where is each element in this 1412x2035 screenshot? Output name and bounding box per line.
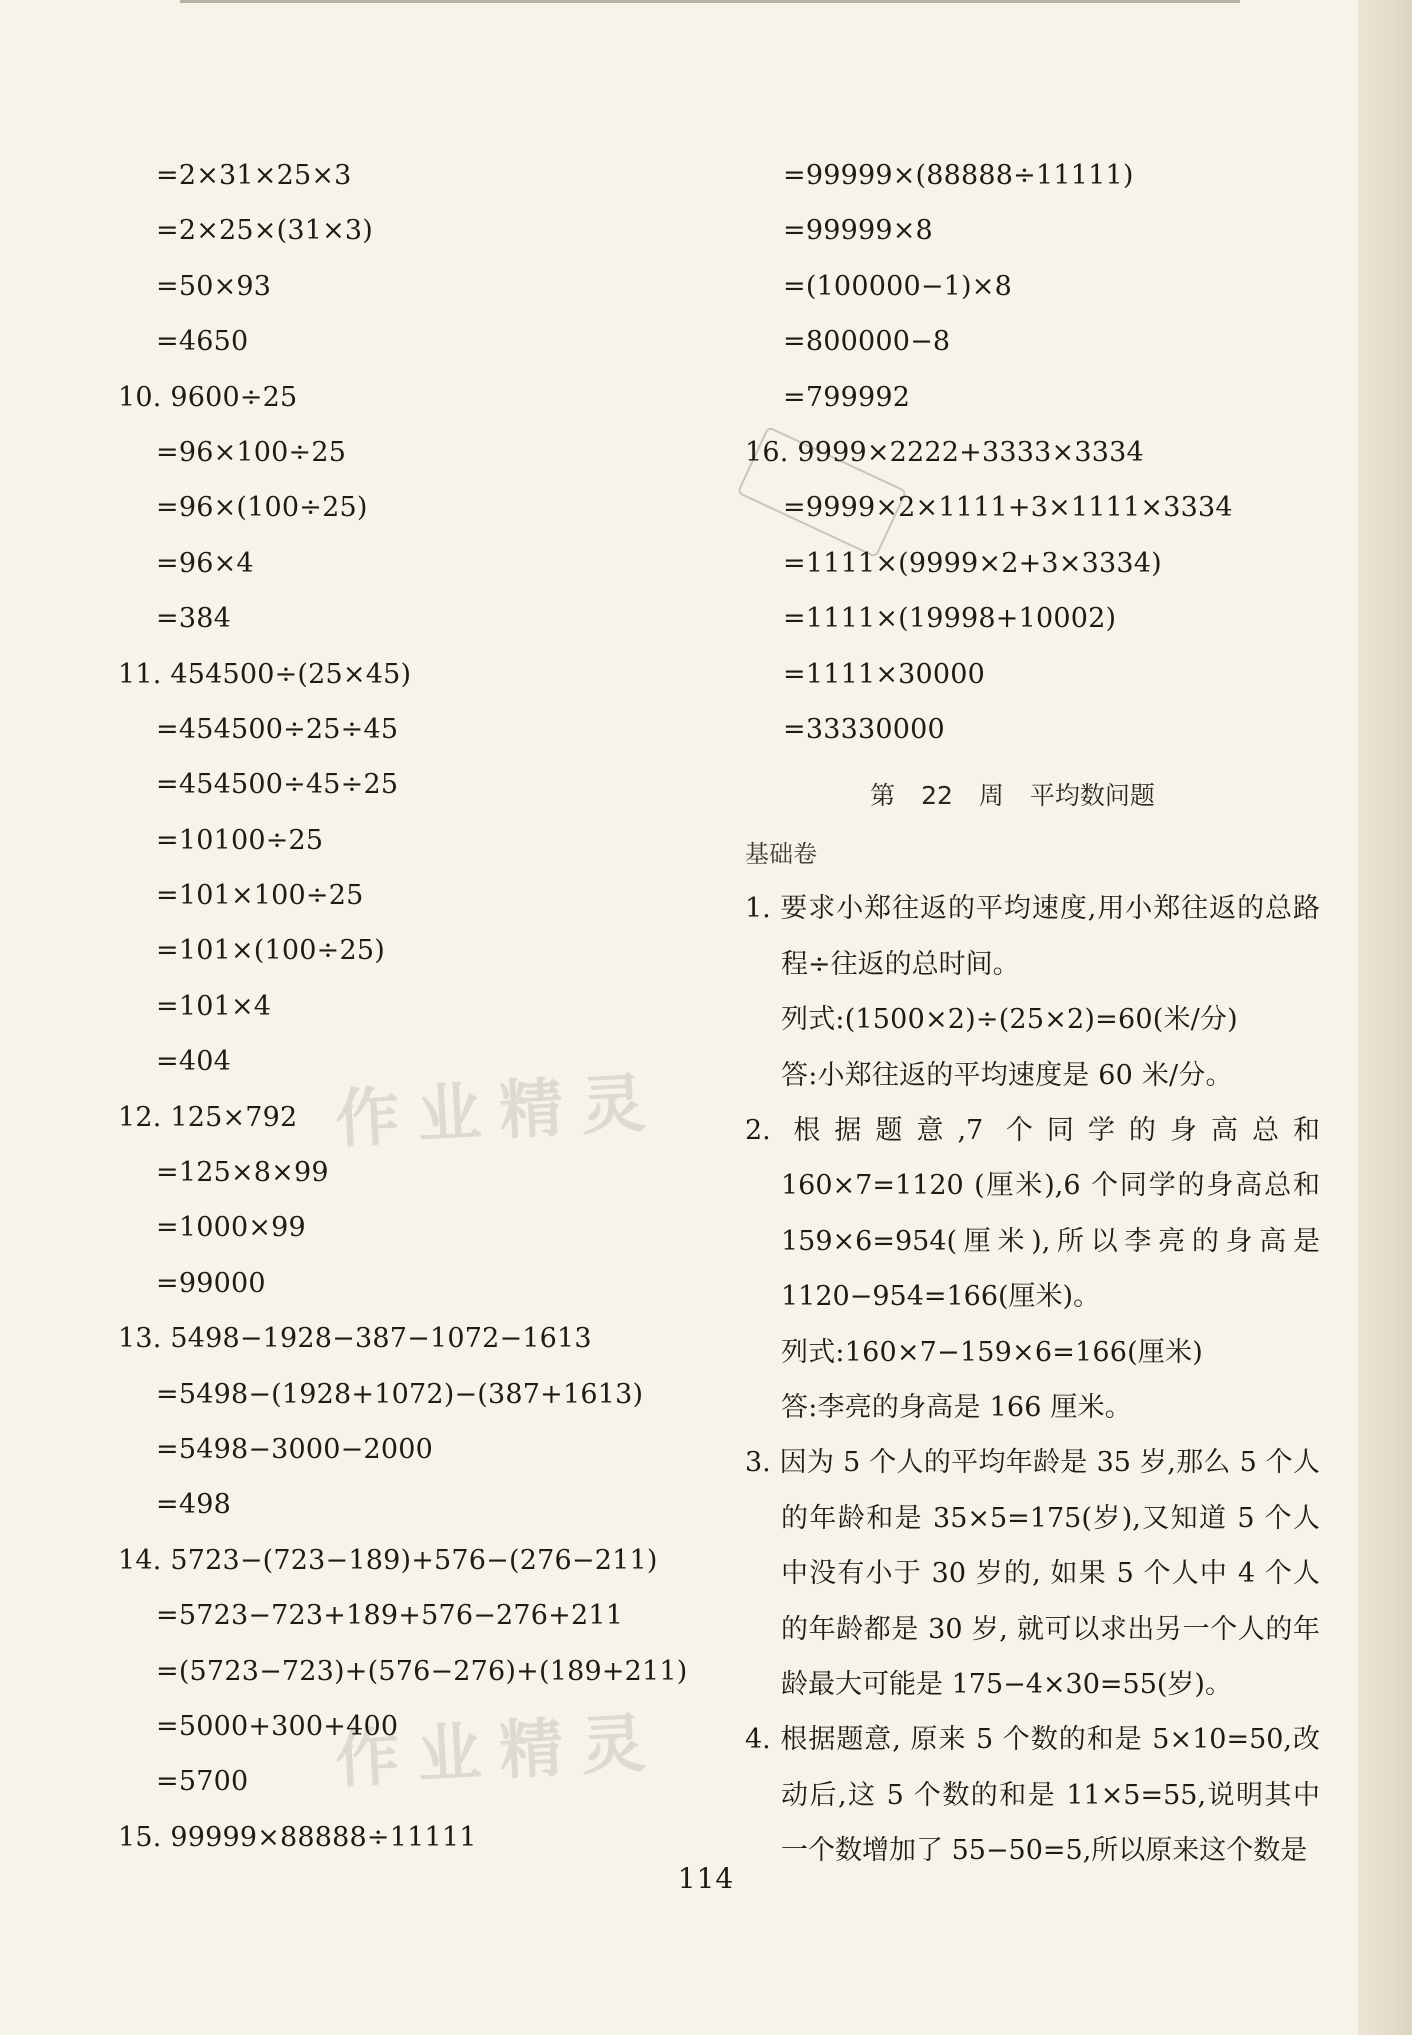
calculation-step: =96×(100÷25) (156, 492, 368, 524)
calculation-step: =454500÷45÷25 (156, 769, 399, 801)
problem-heading: 12. 125×792 (118, 1101, 298, 1133)
answer-line: 答:小郑往返的平均速度是 60 米/分。 (781, 1059, 1233, 1091)
calculation-step: =9999×2×1111+3×1111×3334 (783, 492, 1233, 524)
calculation-step: =5498−3000−2000 (156, 1433, 434, 1465)
problem-heading: 10. 9600÷25 (118, 381, 298, 413)
calculation-step: =33330000 (783, 713, 945, 745)
section-label: 基础卷 (745, 840, 817, 869)
calculation-step: =2×25×(31×3) (156, 215, 374, 247)
watermark-upper: 作业精灵 (333, 1066, 666, 1158)
problem-explanation: 3. 因为 5 个人的平均年龄是 35 岁,那么 5 个人的年龄和是 35×5=175(岁),又知道 5 个人中没有小于 30 岁的, 如果 5 个人中 4 个人的年龄都是 30 岁, 就可以求出另一个人的年龄最大可能是 175−4×30=55(岁)。 (745, 1447, 1320, 1700)
calculation-step: =4650 (156, 326, 249, 358)
calculation-step: =1000×99 (156, 1212, 306, 1244)
calculation-step: =800000−8 (783, 326, 951, 358)
calculation-step: =50×93 (156, 270, 272, 302)
calculation-step: =101×(100÷25) (156, 935, 385, 967)
calculation-step: =99000 (156, 1267, 266, 1299)
right-column (745, 148, 1320, 1879)
calculation-step: =101×4 (156, 990, 272, 1022)
page-number: 114 (677, 1862, 735, 1895)
calculation-step: =5723−723+189+576−276+211 (156, 1600, 624, 1632)
calculation-step: =5498−(1928+1072)−(387+1613) (156, 1378, 644, 1410)
formula-line: 列式:160×7−159×6=166(厘米) (781, 1336, 1204, 1368)
week-title: 第 22 周 平均数问题 (870, 781, 1155, 811)
calculation-step: =454500÷25÷45 (156, 713, 399, 745)
calculation-step: =1111×(9999×2+3×3334) (783, 547, 1162, 579)
problem-heading: 11. 454500÷(25×45) (118, 658, 412, 690)
watermark-lower: 作业精灵 (333, 1706, 666, 1798)
problem-heading: 16. 9999×2222+3333×3334 (745, 436, 1144, 468)
top-rule (180, 0, 1240, 3)
calculation-step: =5700 (156, 1766, 249, 1798)
calculation-step: =99999×8 (783, 215, 933, 247)
calculation-step: =99999×(88888÷11111) (783, 160, 1134, 191)
calculation-step: =96×100÷25 (156, 436, 347, 468)
formula-line: 列式:(1500×2)÷(25×2)=60(米/分) (781, 1004, 1238, 1036)
calculation-step: =404 (156, 1046, 231, 1078)
calculation-step: =125×8×99 (156, 1157, 329, 1189)
calculation-step: =(5723−723)+(576−276)+(189+211) (156, 1655, 688, 1687)
calculation-step: =1111×30000 (783, 658, 986, 690)
calculation-step: =101×100÷25 (156, 880, 364, 912)
page-edge (1358, 0, 1412, 2035)
calculation-lines (745, 148, 1320, 757)
calculation-step: =5000+300+400 (156, 1710, 399, 1742)
calculation-step: =96×4 (156, 547, 254, 579)
calculation-step: =10100÷25 (156, 824, 324, 856)
calculation-step: =498 (156, 1489, 231, 1521)
answer-line: 答:李亮的身高是 166 厘米。 (781, 1391, 1132, 1423)
calculation-step: =384 (156, 603, 231, 635)
calculation-step: =1111×(19998+10002) (783, 603, 1117, 635)
problem-heading: 13. 5498−1928−387−1072−1613 (118, 1323, 592, 1355)
problem-heading: 14. 5723−(723−189)+576−(276−211) (118, 1544, 658, 1576)
problem-explanation: 4. 根据题意, 原来 5 个数的和是 5×10=50,改动后,这 5 个数的和是 11×5=55,说明其中一个数增加了 55−50=5,所以原来这个数是 (745, 1724, 1320, 1867)
calculation-step: =799992 (783, 381, 911, 413)
problem-explanation: 1. 要求小郑往返的平均速度,用小郑往返的总路程÷往返的总时间。 (745, 893, 1320, 980)
problem-heading: 15. 99999×88888÷11111 (118, 1821, 477, 1853)
left-column (118, 148, 688, 1865)
calculation-step: =2×31×25×3 (156, 160, 352, 191)
problem-list (745, 881, 1320, 1878)
calculation-step: =(100000−1)×8 (783, 270, 1012, 302)
problem-explanation: 2. 根据题意,7 个同学的身高总和 160×7=1120 (厘米),6 个同学的身高总和 159×6=954(厘米),所以李亮的身高是 1120−954=166(厘米)。 (745, 1114, 1320, 1313)
